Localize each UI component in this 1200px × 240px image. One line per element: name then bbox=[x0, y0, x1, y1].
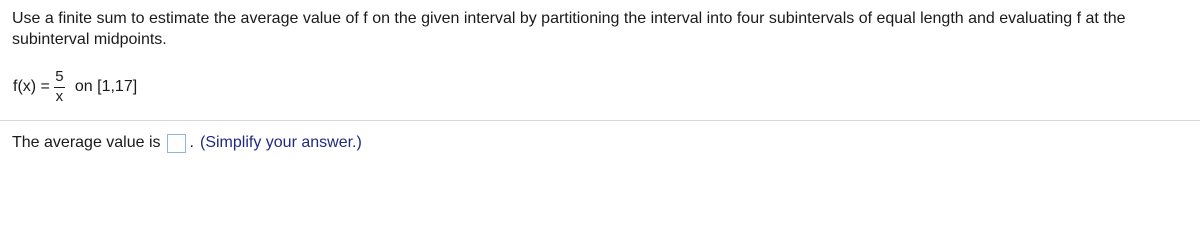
simplify-hint: (Simplify your answer.) bbox=[199, 134, 362, 151]
question-text: Use a finite sum to estimate the average value of f on the given interval by partitioning the interval into four subintervals of equal length and evaluating f at the subinterval midpoints. bbox=[12, 10, 1126, 48]
fraction-denominator: x bbox=[55, 88, 64, 105]
fraction-numerator: 5 bbox=[55, 68, 64, 85]
function-fraction bbox=[54, 69, 65, 105]
answer-prompt: The average value is bbox=[12, 134, 161, 151]
function-definition bbox=[13, 64, 137, 110]
answer-row bbox=[12, 132, 362, 154]
answer-input[interactable] bbox=[167, 134, 186, 153]
function-lhs: f(x) = bbox=[13, 78, 50, 95]
interval-text: on [1,17] bbox=[74, 78, 138, 95]
section-divider bbox=[0, 120, 1200, 121]
answer-period: . bbox=[189, 134, 194, 151]
